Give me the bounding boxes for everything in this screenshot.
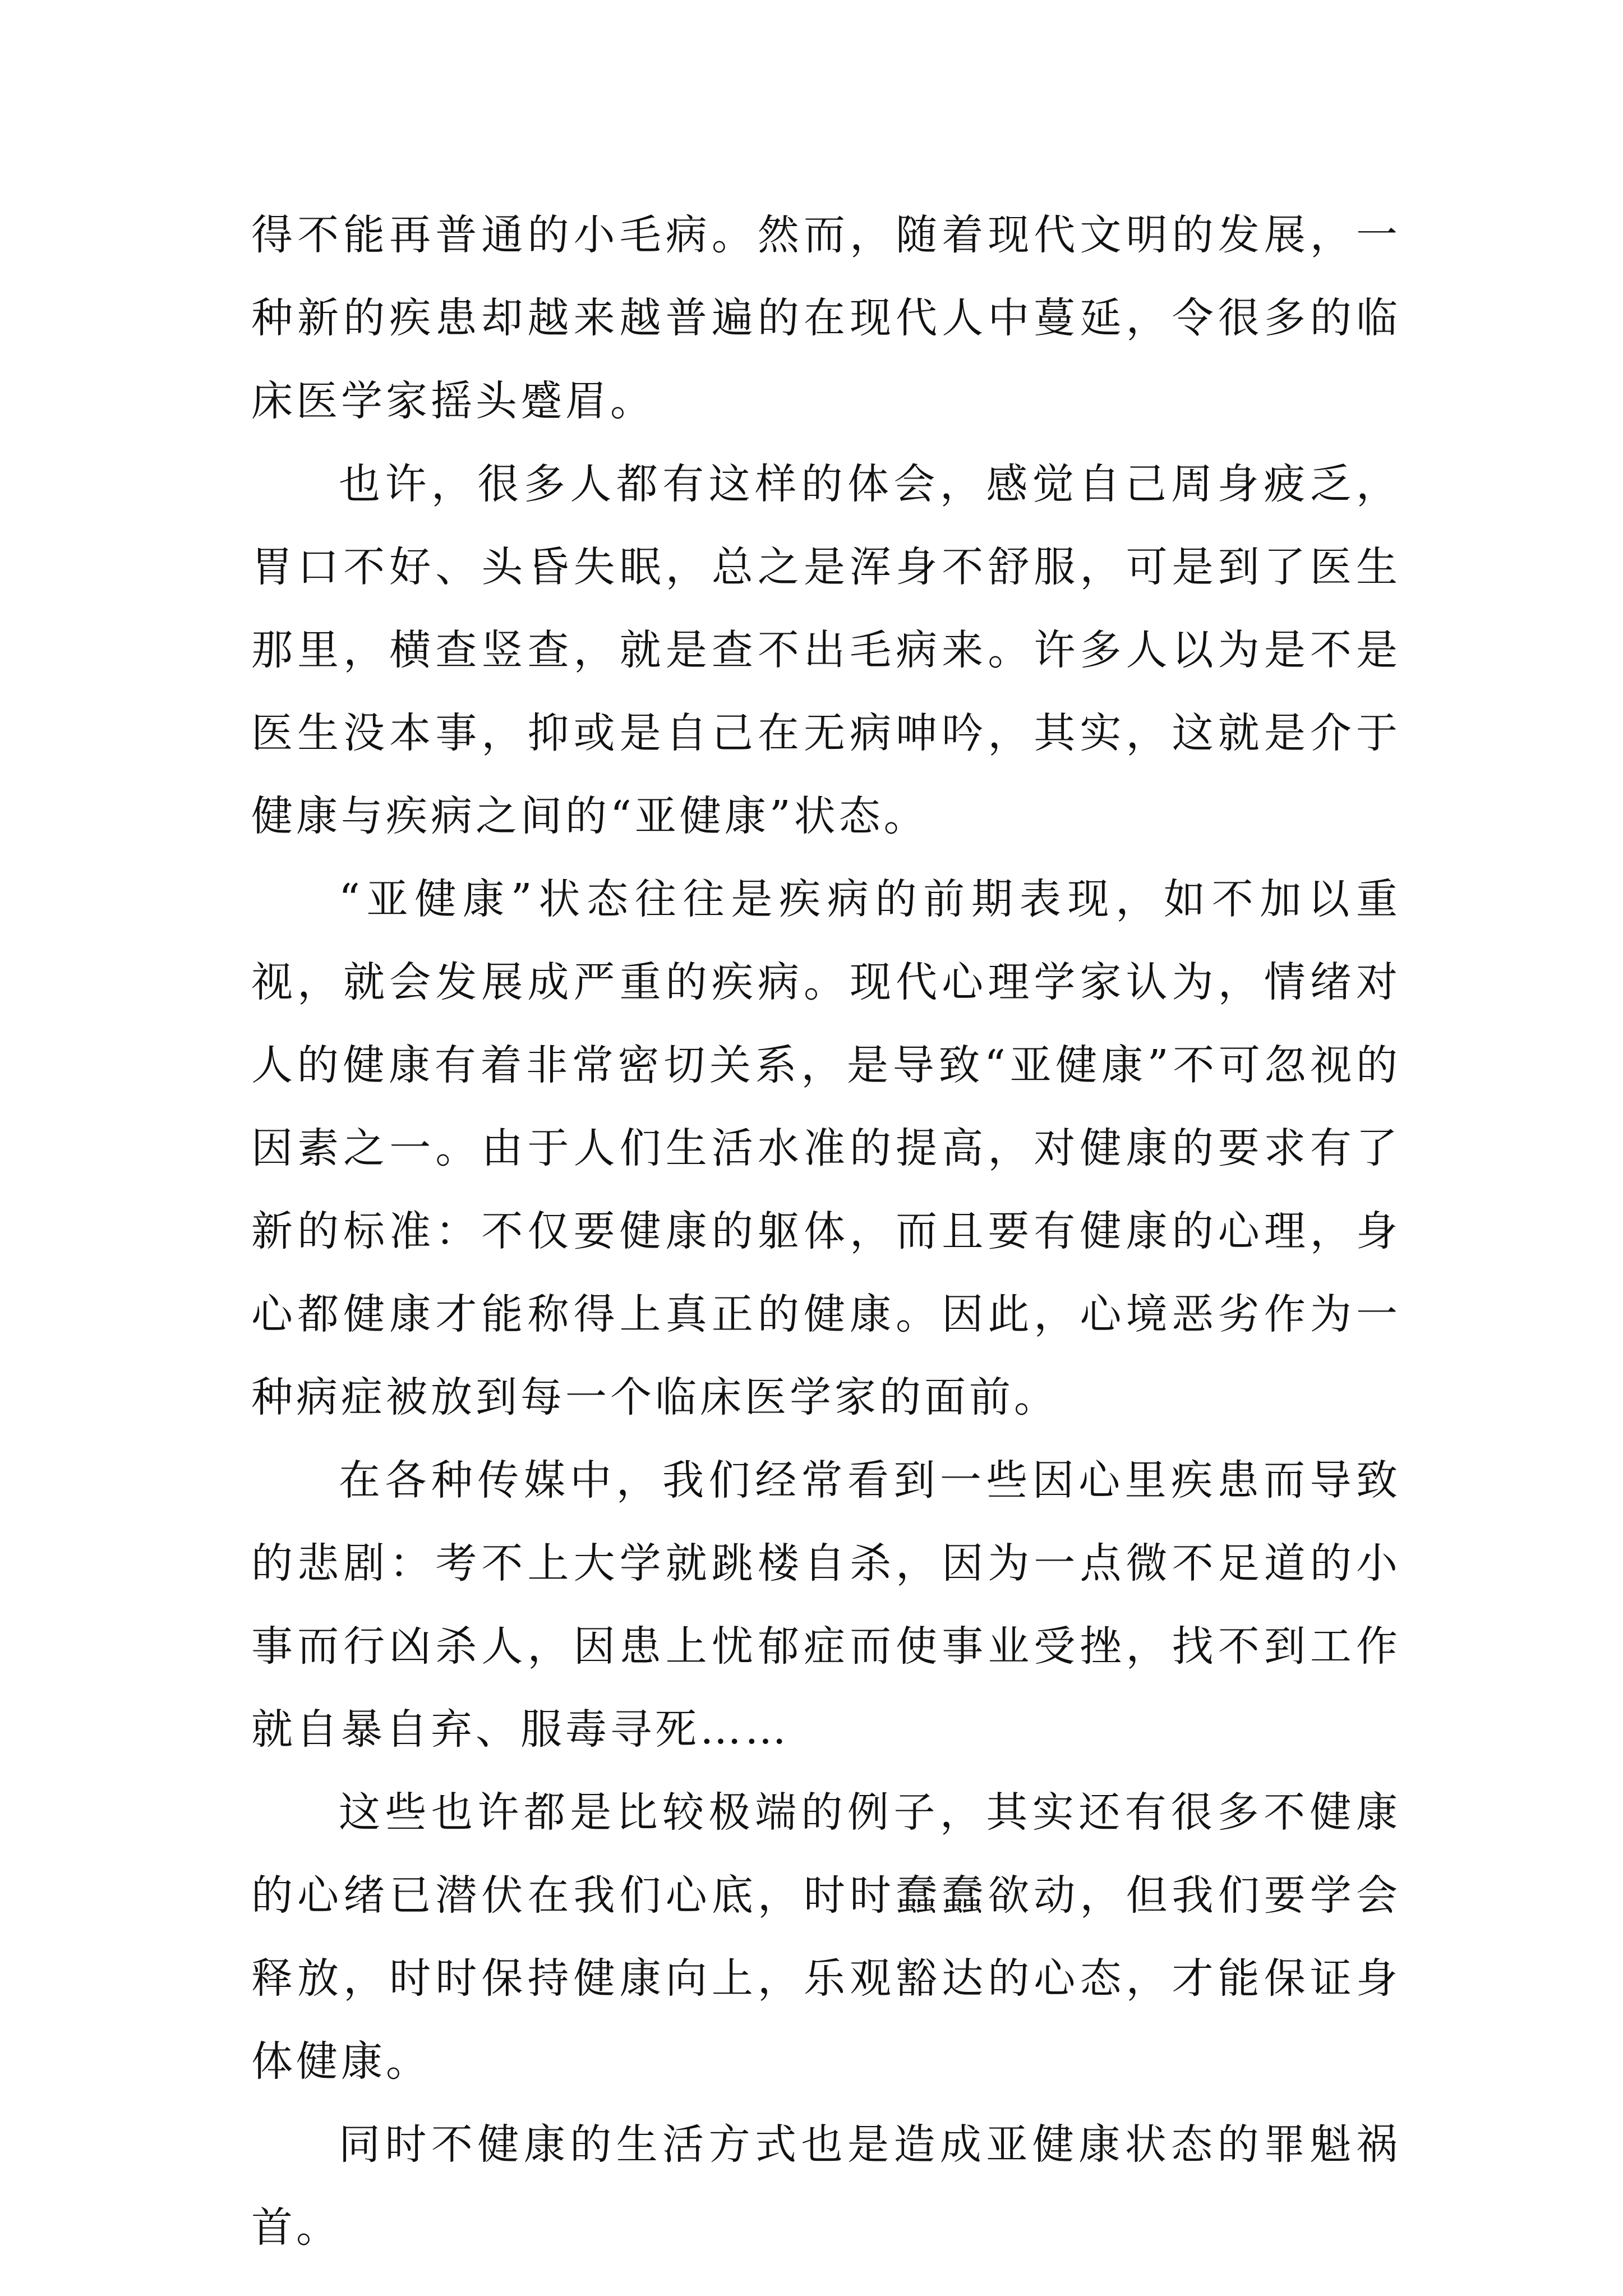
- body-text: [251, 194, 1401, 2269]
- paragraph-2: 也许，很多人都有这样的体会，感觉自己周身疲乏，胃口不好、头昏失眠，总之是浑身不舒服，可是到了医生那里，横查竖查，就是查不出毛病来。许多人以为是不是医生没本事，抑或是自己在无病呻吟，其实，这就是介于健康与疾病之间的“亚健康”状态。: [251, 460, 1401, 840]
- paragraph-3: “亚健康”状态往往是疾病的前期表现，如不加以重视，就会发展成严重的疾病。现代心理学家认为，情绪对人的健康有着非常密切关系，是导致“亚健康”不可忽视的因素之一。由于人们生活水准的提高，对健康的要求有了新的标准：不仅要健康的躯体，而且要有健康的心理，身心都健康才能称得上真正的健康。因此，心境恶劣作为一种病症被放到每一个临床医学家的面前。: [251, 875, 1401, 1421]
- paragraph-4: 在各种传媒中，我们经常看到一些因心里疾患而导致的悲剧：考不上大学就跳楼自杀，因为一点微不足道的小事而行凶杀人，因患上忧郁症而使事业受挫，找不到工作就自暴自弃、服毒寻死……: [251, 1456, 1401, 1754]
- paragraph-5: 这些也许都是比较极端的例子，其实还有很多不健康的心绪已潜伏在我们心底，时时蠢蠢欲动，但我们要学会释放，时时保持健康向上，乐观豁达的心态，才能保证身体健康。: [251, 1788, 1401, 2086]
- paragraph-1: 得不能再普通的小毛病。然而，随着现代文明的发展，一种新的疾患却越来越普遍的在现代人中蔓延，令很多的临床医学家摇头蹙眉。: [251, 211, 1401, 425]
- paragraph-6: 同时不健康的生活方式也是造成亚健康状态的罪魁祸首。: [251, 2120, 1401, 2252]
